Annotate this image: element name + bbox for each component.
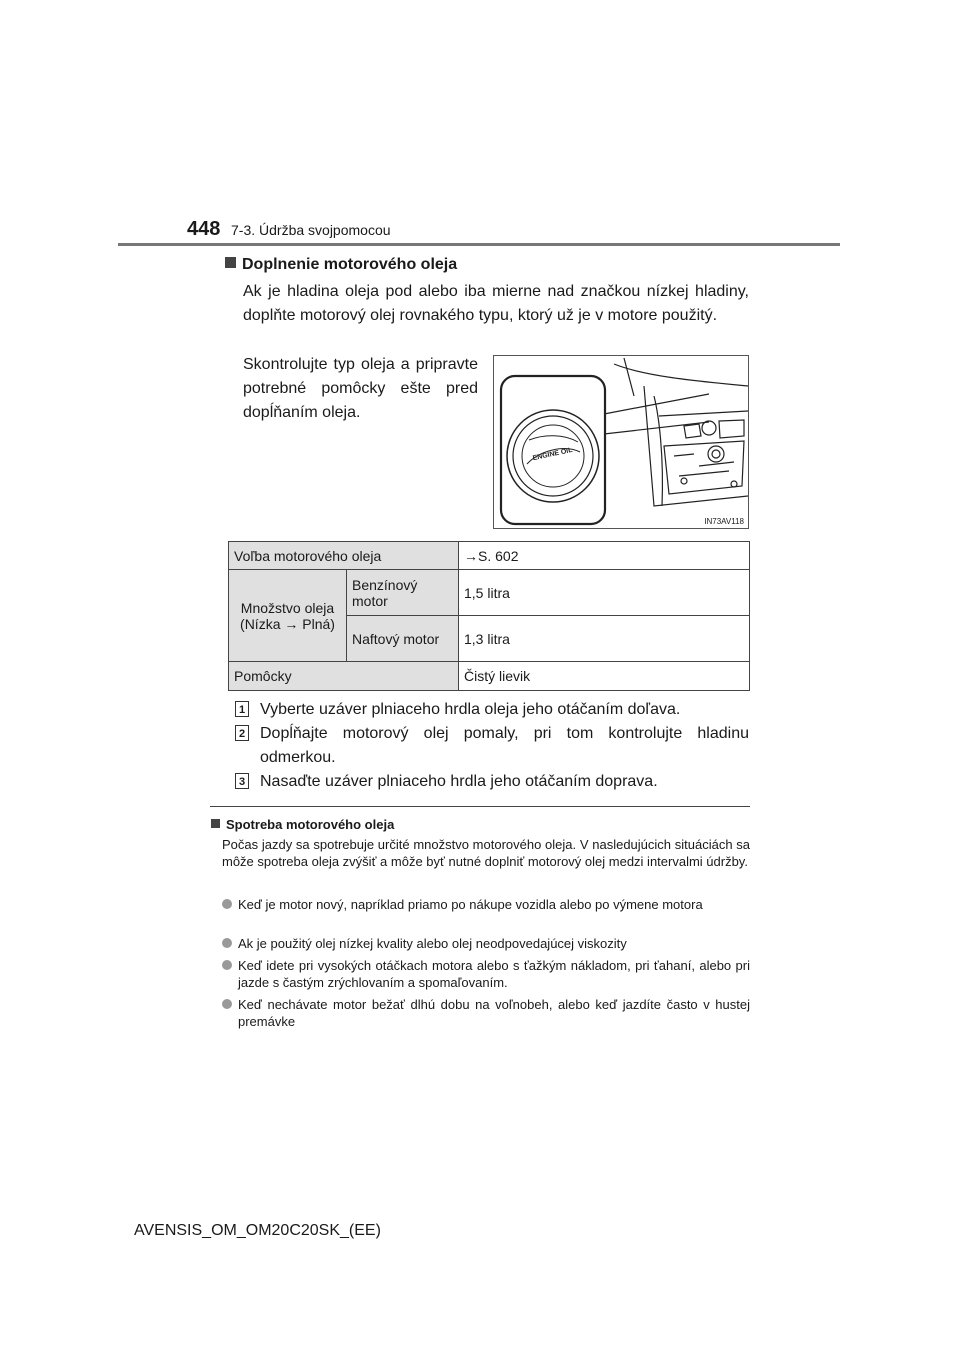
oil-choice-label: Voľba motorového oleja [229,542,459,570]
step-text: Nasaďte uzáver plniaceho hrdla jeho otáčaním doprava. [260,773,658,790]
tools-label: Pomôcky [229,662,459,691]
step-3 [235,770,749,794]
diesel-engine-value: 1,3 litra [459,616,750,662]
list-item [222,957,750,991]
consumption-paragraph: Počas jazdy sa spotrebuje určité množstvo motorového oleja. V nasledujúcich situáciách sa môže spotreba oleja zvýšiť a môže byť nutné doplniť motorový olej medzi intervalmi údržby. [222,837,750,869]
figure-code: IN73AV118 [704,517,744,526]
document-code: AVENSIS_OM_OM20C20SK_(EE) [134,1222,381,1239]
list-item-text: Keď nechávate motor bežať dlhú dobu na voľnobeh, alebo keď jazdíte často v hustej premávke [238,997,750,1029]
oil-choice-value: →S. 602 [459,542,750,570]
diesel-engine-label: Naftový motor [347,616,459,662]
refill-heading-text: Doplnenie motorového oleja [242,256,458,273]
gasoline-engine-value: 1,5 litra [459,570,750,616]
bullet-dot-icon [222,938,232,948]
bullet-dot-icon [222,899,232,909]
oil-spec-table [228,541,750,691]
engine-oil-cap-label: ENGINE OIL [532,446,574,463]
refill-heading [225,256,457,274]
square-bullet-icon [211,819,220,828]
step-2 [235,722,749,770]
bullet-dot-icon [222,999,232,1009]
list-item [222,935,750,952]
table-row [229,570,750,616]
step-text: Dopĺňajte motorový olej pomaly, pri tom kontrolujte hladinu odmerkou. [260,725,749,766]
step-number: 3 [235,773,249,789]
list-item [222,896,750,913]
list-item-text: Keď je motor nový, napríklad priamo po nákupe vozidla alebo po výmene motora [238,897,703,912]
refill-paragraph-2: Skontrolujte typ oleja a pripravte potrebné pomôcky ešte pred dopĺňaním oleja. [243,356,478,421]
consumption-heading-text: Spotreba motorového oleja [226,817,395,832]
section-divider [210,806,750,807]
page-number: 448 [187,218,221,240]
table-row [229,542,750,570]
tools-value: Čistý lievik [459,662,750,691]
list-item-text: Ak je použitý olej nízkej kvality alebo olej neodpovedajúcej viskozity [238,936,627,951]
step-number: 2 [235,725,249,741]
refill-paragraph-1: Ak je hladina oleja pod alebo iba mierne nad značkou nízkej hladiny, doplňte motorový olej rovnakého typu, ktorý už je v motore použitý. [243,283,749,324]
list-item [222,996,750,1030]
consumption-heading [211,817,394,832]
gasoline-engine-label: Benzínový motor [347,570,459,616]
step-1 [235,698,749,722]
engine-bay-drawing [494,356,749,529]
square-bullet-icon [225,257,236,268]
quantity-label: Množstvo oleja (Nízka → Plná) [229,570,347,662]
step-text: Vyberte uzáver plniaceho hrdla oleja jeho otáčaním doľava. [260,701,681,718]
step-number: 1 [235,701,249,717]
oil-cap-illustration [493,355,749,529]
bullet-dot-icon [222,960,232,970]
list-item-text: Keď idete pri vysokých otáčkach motora alebo s ťažkým nákladom, pri ťahaní, alebo pri jazde s častým zrýchlovaním a spomaľovaním. [238,958,750,990]
header-divider [118,243,840,246]
table-row [229,662,750,691]
section-title: 7-3. Údržba svojpomocou [231,222,391,238]
